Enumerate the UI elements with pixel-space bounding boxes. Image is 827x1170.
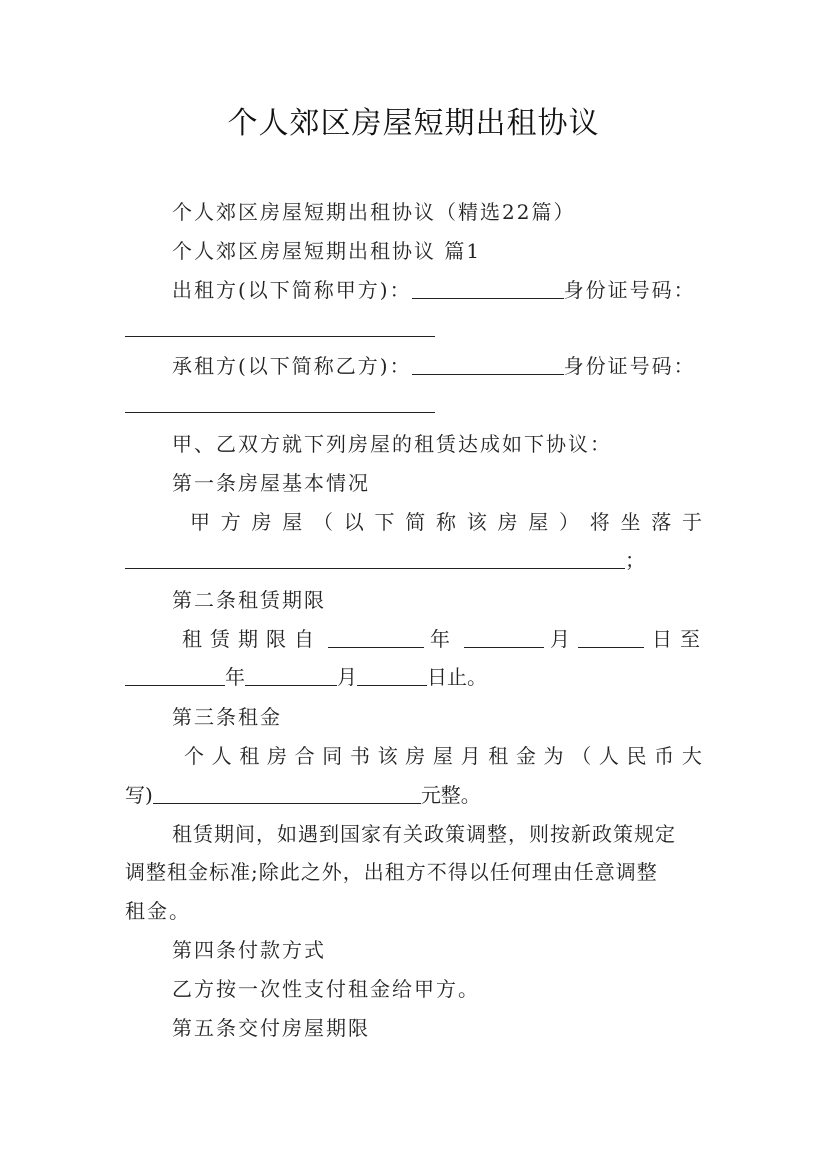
char: 坐 bbox=[620, 510, 641, 534]
char: 落 bbox=[651, 510, 672, 534]
char: 房 bbox=[497, 510, 518, 534]
char: 民 bbox=[626, 744, 647, 768]
blank-field bbox=[125, 316, 435, 337]
blank-field bbox=[328, 627, 424, 648]
document-title: 个人郊区房屋短期出租协议 bbox=[227, 106, 600, 141]
char: 书 bbox=[349, 744, 370, 768]
blank-field bbox=[125, 548, 625, 569]
char: 房 bbox=[251, 510, 272, 534]
char: 写) bbox=[125, 783, 153, 807]
lessee-line bbox=[172, 352, 696, 380]
char: （ bbox=[571, 744, 592, 768]
lessor-line bbox=[172, 276, 696, 304]
char: 下 bbox=[374, 510, 395, 534]
paragraph: 甲、乙双方就下列房屋的租赁达成如下协议： bbox=[172, 432, 612, 456]
clause-heading: 第三条租金 bbox=[172, 705, 282, 729]
blank-field bbox=[412, 278, 564, 299]
char: 赁 bbox=[210, 627, 238, 651]
char: 屋 bbox=[282, 510, 303, 534]
lessor-label: 出租方(以下简称甲方)： bbox=[172, 278, 412, 302]
char: 房 bbox=[266, 744, 287, 768]
paragraph: 乙方按一次性支付租金给甲方。 bbox=[172, 977, 480, 1001]
blank-line bbox=[125, 314, 435, 342]
char: 屋 bbox=[432, 744, 453, 768]
char: 同 bbox=[322, 744, 343, 768]
id-number-label: 身份证号码： bbox=[563, 278, 696, 302]
char: 于 bbox=[682, 510, 702, 534]
paragraph: 调整租金标准;除此之外，出租方不得以任何理由任意调整 bbox=[125, 860, 658, 884]
semicolon: ； bbox=[625, 548, 647, 572]
month-label: 月 bbox=[337, 665, 357, 689]
char: 币 bbox=[654, 744, 675, 768]
rent-amount-line bbox=[125, 781, 481, 809]
paragraph: 租金。 bbox=[125, 899, 191, 923]
blank-field bbox=[245, 665, 337, 686]
char: 为 bbox=[543, 744, 564, 768]
blank-field bbox=[412, 354, 564, 375]
char: ） bbox=[559, 510, 579, 534]
char: 称 bbox=[436, 510, 456, 534]
blank-line bbox=[125, 390, 435, 418]
blank-field bbox=[125, 392, 435, 413]
char: 合 bbox=[294, 744, 315, 768]
char: 租 bbox=[182, 627, 210, 651]
lease-term-line bbox=[182, 625, 708, 653]
paragraph: 租赁期间，如遇到国家有关政策调整，则按新政策规定 bbox=[172, 822, 676, 846]
char: 大 bbox=[681, 744, 702, 768]
blank-field bbox=[153, 783, 421, 804]
location-blank-line bbox=[125, 546, 647, 574]
month-label: 月 bbox=[550, 627, 570, 651]
year-label: 年 bbox=[225, 665, 245, 689]
subtitle-line: 个人郊区房屋短期出租协议（精选22篇） bbox=[172, 200, 576, 224]
end-label: 日止。 bbox=[427, 665, 487, 689]
char: 租 bbox=[488, 744, 509, 768]
char-group bbox=[182, 627, 322, 651]
char: 人 bbox=[598, 744, 619, 768]
char: 至 bbox=[680, 627, 708, 651]
char: （ bbox=[313, 510, 333, 534]
justified-line-rent bbox=[184, 742, 702, 770]
char: 将 bbox=[589, 510, 610, 534]
char: 金 bbox=[515, 744, 536, 768]
currency-suffix: 元整。 bbox=[420, 783, 481, 807]
char: 该 bbox=[377, 744, 398, 768]
char: 限 bbox=[266, 627, 294, 651]
clause-heading: 第五条交付房屋期限 bbox=[172, 1016, 370, 1040]
blank-field bbox=[464, 627, 544, 648]
char: 甲 bbox=[190, 510, 210, 534]
lease-term-end-line bbox=[125, 663, 487, 691]
char: 期 bbox=[238, 627, 266, 651]
year-label: 年 bbox=[430, 627, 450, 651]
clause-heading: 第一条房屋基本情况 bbox=[172, 471, 370, 495]
id-number-label: 身份证号码： bbox=[563, 354, 696, 378]
clause-heading: 第二条租赁期限 bbox=[172, 588, 326, 612]
char: 人 bbox=[211, 744, 232, 768]
char: 月 bbox=[460, 744, 481, 768]
clause-heading: 第四条付款方式 bbox=[172, 938, 326, 962]
char: 租 bbox=[239, 744, 260, 768]
justified-line-location bbox=[190, 508, 702, 536]
day-label: 日 bbox=[652, 627, 680, 651]
char: 该 bbox=[466, 510, 487, 534]
char: 自 bbox=[294, 627, 322, 651]
char: 个 bbox=[184, 744, 204, 768]
blank-field bbox=[125, 665, 225, 686]
char-group bbox=[652, 627, 708, 651]
blank-field bbox=[357, 665, 427, 686]
lessee-label: 承租方(以下简称乙方)： bbox=[172, 354, 412, 378]
char: 房 bbox=[405, 744, 426, 768]
section-heading: 个人郊区房屋短期出租协议 篇1 bbox=[172, 239, 482, 263]
char: 屋 bbox=[528, 510, 549, 534]
char: 方 bbox=[220, 510, 241, 534]
blank-field bbox=[578, 627, 644, 648]
char: 简 bbox=[405, 510, 426, 534]
char: 以 bbox=[343, 510, 364, 534]
